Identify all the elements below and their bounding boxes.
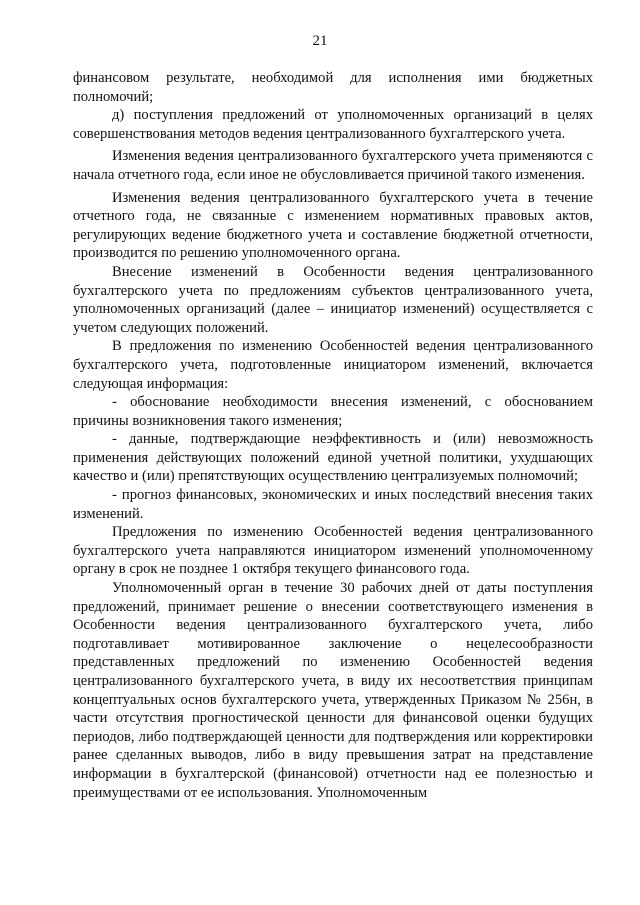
paragraph: Уполномоченный орган в течение 30 рабочих дней от даты поступления предложений, принимает решение о внесении соответствующего изменения в Особенности ведения централизованного бухгалтерского учета, либо подготавливает мотивированное заключение о нецелесообразности представленных предложений по изменению Особенностей ведения централизованного бухгалтерского учета, в виду их несоответствия принципам концептуальных основ бухгалтерского учета, утвержденных Приказом № 256н, в части отсутствия прогностической ценности для финансовой оценки будущих периодов, либо подтверждающей ценности для подтверждения или корректировки ранее сделанных выводов, либо в виду превышения затрат на представление информации в бухгалтерской (финансовой) отчетности над ее полезностью и преимуществами от ее использования. Уполномоченным	[73, 580, 593, 801]
paragraph-continuation: финансовом результате, необходимой для исполнения ими бюджетных полномочий;	[73, 70, 593, 105]
list-item: - данные, подтверждающие неэффективность и (или) невозможность применения действующих положений единой учетной политики, ухудшающих качество и (или) препятствующих осуществлению централизуемых полномочий;	[73, 431, 593, 485]
document-body	[73, 69, 593, 802]
paragraph: Изменения ведения централизованного бухгалтерского учета применяются с начала отчетного года, если иное не обусловливается причиной такого изменения.	[73, 148, 593, 183]
paragraph: Предложения по изменению Особенностей ведения централизованного бухгалтерского учета направляются инициатором изменений уполномоченному органу в срок не позднее 1 октября текущего финансового года.	[73, 524, 593, 578]
list-item: - прогноз финансовых, экономических и иных последствий внесения таких изменений.	[73, 487, 593, 522]
paragraph: Изменения ведения централизованного бухгалтерского учета в течение отчетного года, не связанные с изменением нормативных правовых актов, регулирующих ведение бюджетного учета и составление бюджетной отчетности, производится по решению уполномоченного органа.	[73, 189, 593, 262]
paragraph: Внесение изменений в Особенности ведения централизованного бухгалтерского учета по предложениям субъектов централизованного учета, уполномоченных организаций (далее – инициатор изменений) осуществляется с учетом следующих положений.	[73, 263, 593, 336]
paragraph-item-d: д) поступления предложений от уполномоченных организаций в целях совершенствования методов ведения централизованного бухгалтерского учета.	[73, 107, 593, 142]
list-item: - обоснование необходимости внесения изменений, с обоснованием причины возникновения такого изменения;	[73, 394, 593, 429]
paragraph: В предложения по изменению Особенностей ведения централизованного бухгалтерского учета, подготовленные инициатором изменений, включается следующая информация:	[73, 338, 593, 392]
page-number: 21	[312, 33, 328, 49]
